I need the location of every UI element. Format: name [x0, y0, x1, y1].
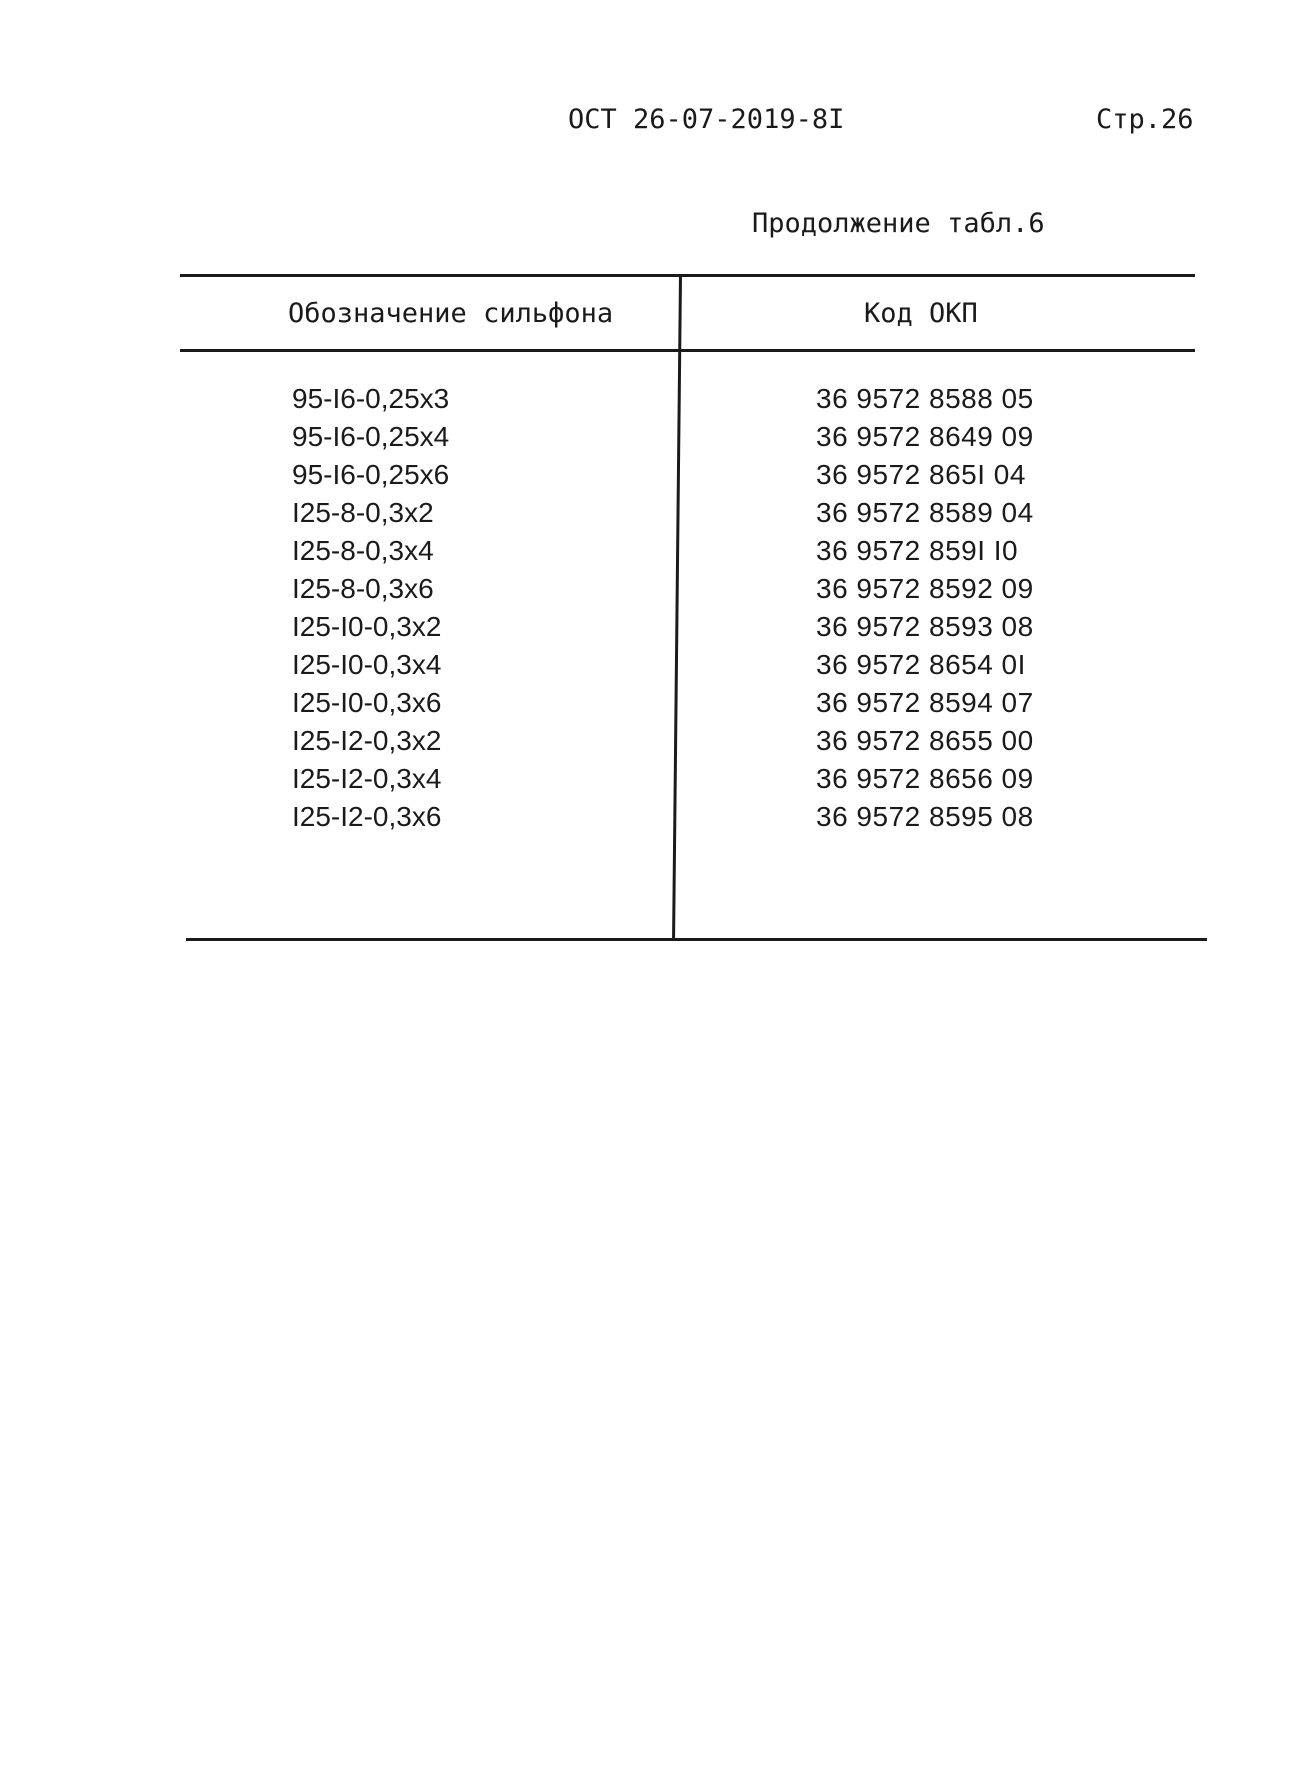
table-row-okp-code: 36 9572 8589 04	[816, 497, 1034, 528]
table-row-okp-code: 36 9572 8655 00	[816, 725, 1034, 756]
table-row-okp-code: 36 9572 8654 0I	[816, 649, 1026, 680]
table-row-designation: I25-I2-0,3x2	[292, 725, 442, 756]
table-row-designation: I25-8-0,3x6	[292, 573, 434, 604]
table-row-okp-code: 36 9572 8649 09	[816, 421, 1034, 452]
table-row-designation: I25-I2-0,3x4	[292, 763, 442, 794]
table-row-designation: I25-I0-0,3x2	[292, 611, 442, 642]
table-header-rule	[180, 349, 1195, 352]
table-row-designation: 95-I6-0,25x6	[292, 459, 450, 490]
table-row-okp-code: 36 9572 859I I0	[816, 535, 1019, 566]
table-row-okp-code: 36 9572 8594 07	[816, 687, 1034, 718]
table-row-designation: I25-8-0,3x2	[292, 497, 434, 528]
document-code: ОСТ 26-07-2019-8I	[568, 104, 845, 135]
okp-code-column	[816, 380, 1034, 836]
table-row-designation: 95-I6-0,25x3	[292, 383, 450, 414]
table-row-designation: I25-8-0,3x4	[292, 535, 434, 566]
table-row-okp-code: 36 9572 8595 08	[816, 801, 1034, 832]
table-row-designation: I25-I0-0,3x4	[292, 649, 442, 680]
table-row-okp-code: 36 9572 8592 09	[816, 573, 1034, 604]
table-top-rule	[180, 274, 1195, 277]
table-row-designation: I25-I2-0,3x6	[292, 801, 442, 832]
column-header-designation: Обозначение сильфона	[288, 298, 614, 329]
table-column-divider	[672, 276, 682, 940]
designation-column	[292, 380, 449, 836]
table-row-okp-code: 36 9572 8588 05	[816, 383, 1034, 414]
table-row-okp-code: 36 9572 865I 04	[816, 459, 1026, 490]
table-caption: Продолжение табл.6	[752, 208, 1045, 239]
table-row-okp-code: 36 9572 8656 09	[816, 763, 1034, 794]
page-number: Стр.26	[1096, 104, 1194, 135]
table-row-designation: 95-I6-0,25x4	[292, 421, 450, 452]
table-row-okp-code: 36 9572 8593 08	[816, 611, 1034, 642]
column-header-okp-code: Код ОКП	[864, 298, 978, 329]
table-bottom-rule	[186, 938, 1207, 941]
table-row-designation: I25-I0-0,3x6	[292, 687, 442, 718]
